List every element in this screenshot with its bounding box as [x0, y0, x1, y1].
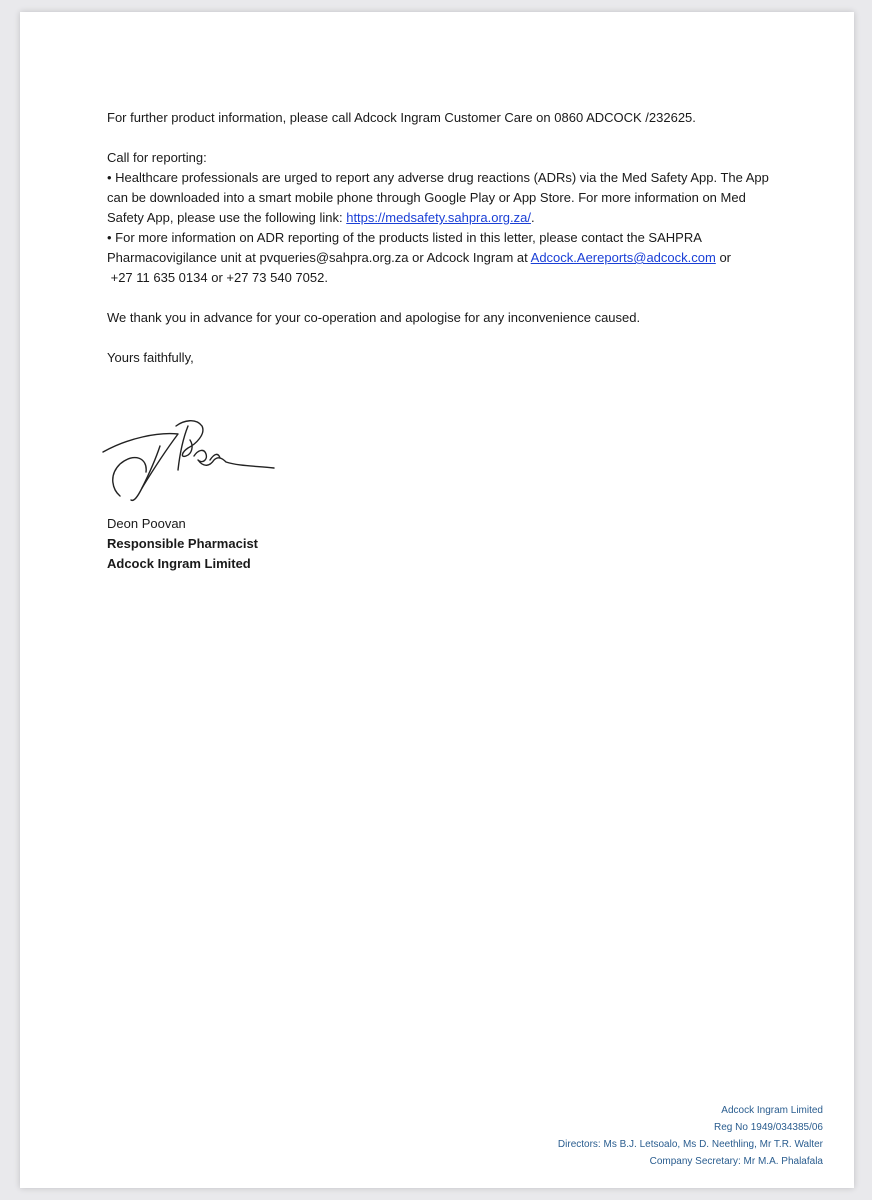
footer-company: Adcock Ingram Limited [721, 1105, 823, 1116]
thanks-text: We thank you in advance for your co-operation and apologise for any inconvenience caused. [107, 310, 641, 325]
signatory-name: Deon Poovan [107, 516, 186, 531]
aereports-email-link[interactable]: Adcock.Aereports@adcock.com [530, 250, 716, 265]
footer-reg-number: Reg No 1949/034385/06 [714, 1122, 823, 1133]
bullet-2-line-3: +27 11 635 0134 or +27 73 540 7052. [107, 270, 328, 285]
signoff-block [107, 514, 258, 574]
handwritten-signature [98, 410, 278, 510]
bullet-2-line-2-suffix: or [715, 250, 731, 265]
bullet-1-line-3-prefix: Safety App, please use the following link: [107, 210, 347, 225]
bullet-1-line-1: • Healthcare professionals are urged to report any adverse drug reactions (ADRs) via the Med Safety App. The App [107, 170, 769, 185]
signatory-title: Responsible Pharmacist [107, 536, 258, 551]
bullet-1-line-3 [107, 208, 787, 228]
letter-page [20, 12, 854, 1188]
medsafety-link[interactable]: https://medsafety.sahpra.org.za/ [346, 210, 531, 225]
bullet-1-line-2: can be downloaded into a smart mobile phone through Google Play or App Store. For more information on Med [107, 190, 746, 205]
signatory-company: Adcock Ingram Limited [107, 556, 251, 571]
closing-text: Yours faithfully, [107, 350, 194, 365]
bullet-1-line-3-suffix: . [530, 210, 535, 225]
company-footer [558, 1102, 823, 1170]
footer-company-secretary: Company Secretary: Mr M.A. Phalafala [649, 1156, 823, 1167]
reporting-heading: Call for reporting: [107, 150, 207, 165]
bullet-2-line-2-prefix: Pharmacovigilance unit at pvqueries@sahpra.org.za or Adcock Ingram at [107, 250, 531, 265]
bullet-2-line-1: • For more information on ADR reporting of the products listed in this letter, please contact the SAHPRA [107, 230, 702, 245]
footer-directors: Directors: Ms B.J. Letsoalo, Ms D. Neethling, Mr T.R. Walter [557, 1139, 823, 1150]
product-info-text: For further product information, please call Adcock Ingram Customer Care on 0860 ADCOCK /232625. [107, 110, 696, 125]
letter-body [107, 108, 787, 368]
bullet-2-line-2 [107, 248, 787, 268]
